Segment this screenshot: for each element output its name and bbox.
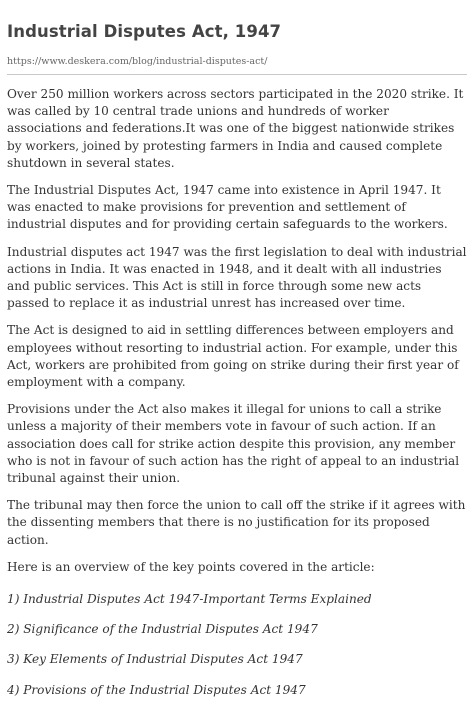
document-page — [7, 0, 467, 712]
paragraph-strike-2020: Over 250 million workers across sectors participated in the 2020 strike. It was called by 10 central trade unions and hundreds of worker associations and federations.It was one of the biggest nationwide strikes by workers, joined by protesting farmers in India and caused complete shutdown in several states. — [7, 87, 464, 170]
page-title: Industrial Disputes Act, 1947 — [7, 22, 282, 41]
source-url: https://www.deskera.com/blog/industrial-disputes-act/ — [7, 56, 268, 67]
paragraph-first-legislation: Industrial disputes act 1947 was the first legislation to deal with industrial actions in India. It was enacted in 1948, and it dealt with all industries and public services. This Act is still in force through some new acts passed to replace it as industrial unrest has increased over time. — [7, 244, 467, 311]
paragraph-strike-provisions: Provisions under the Act also makes it illegal for unions to call a strike unless a majority of their members vote in favour of such action. If an association does call for strike action despite this provision, any member who is not in favour of such action has the right of appeal to an industrial tribunal against their union. — [7, 402, 460, 486]
paragraph-act-purpose: The Act is designed to aid in settling differences between employers and employees without resorting to industrial action. For example, under this Act, workers are prohibited from going on strike during their first year of employment with a company. — [7, 323, 459, 390]
paragraph-tribunal: The tribunal may then force the union to call off the strike if it agrees with the dissenting members that there is no justification for its proposed action. — [7, 498, 466, 547]
article-body — [7, 86, 467, 699]
toc-item-provisions[interactable]: 4) Provisions of the Industrial Disputes Act 1947 — [7, 682, 306, 697]
overview-intro: Here is an overview of the key points covered in the article: — [7, 559, 375, 574]
toc-item-key-elements[interactable]: 3) Key Elements of Industrial Disputes Act 1947 — [7, 652, 303, 667]
divider — [7, 74, 467, 75]
toc-item-significance[interactable]: 2) Significance of the Industrial Disputes Act 1947 — [7, 622, 318, 637]
paragraph-act-origin: The Industrial Disputes Act, 1947 came into existence in April 1947. It was enacted to make provisions for prevention and settlement of industrial disputes and for providing certain safeguards to the workers. — [7, 183, 448, 232]
toc-item-important-terms[interactable]: 1) Industrial Disputes Act 1947-Important Terms Explained — [7, 592, 372, 607]
